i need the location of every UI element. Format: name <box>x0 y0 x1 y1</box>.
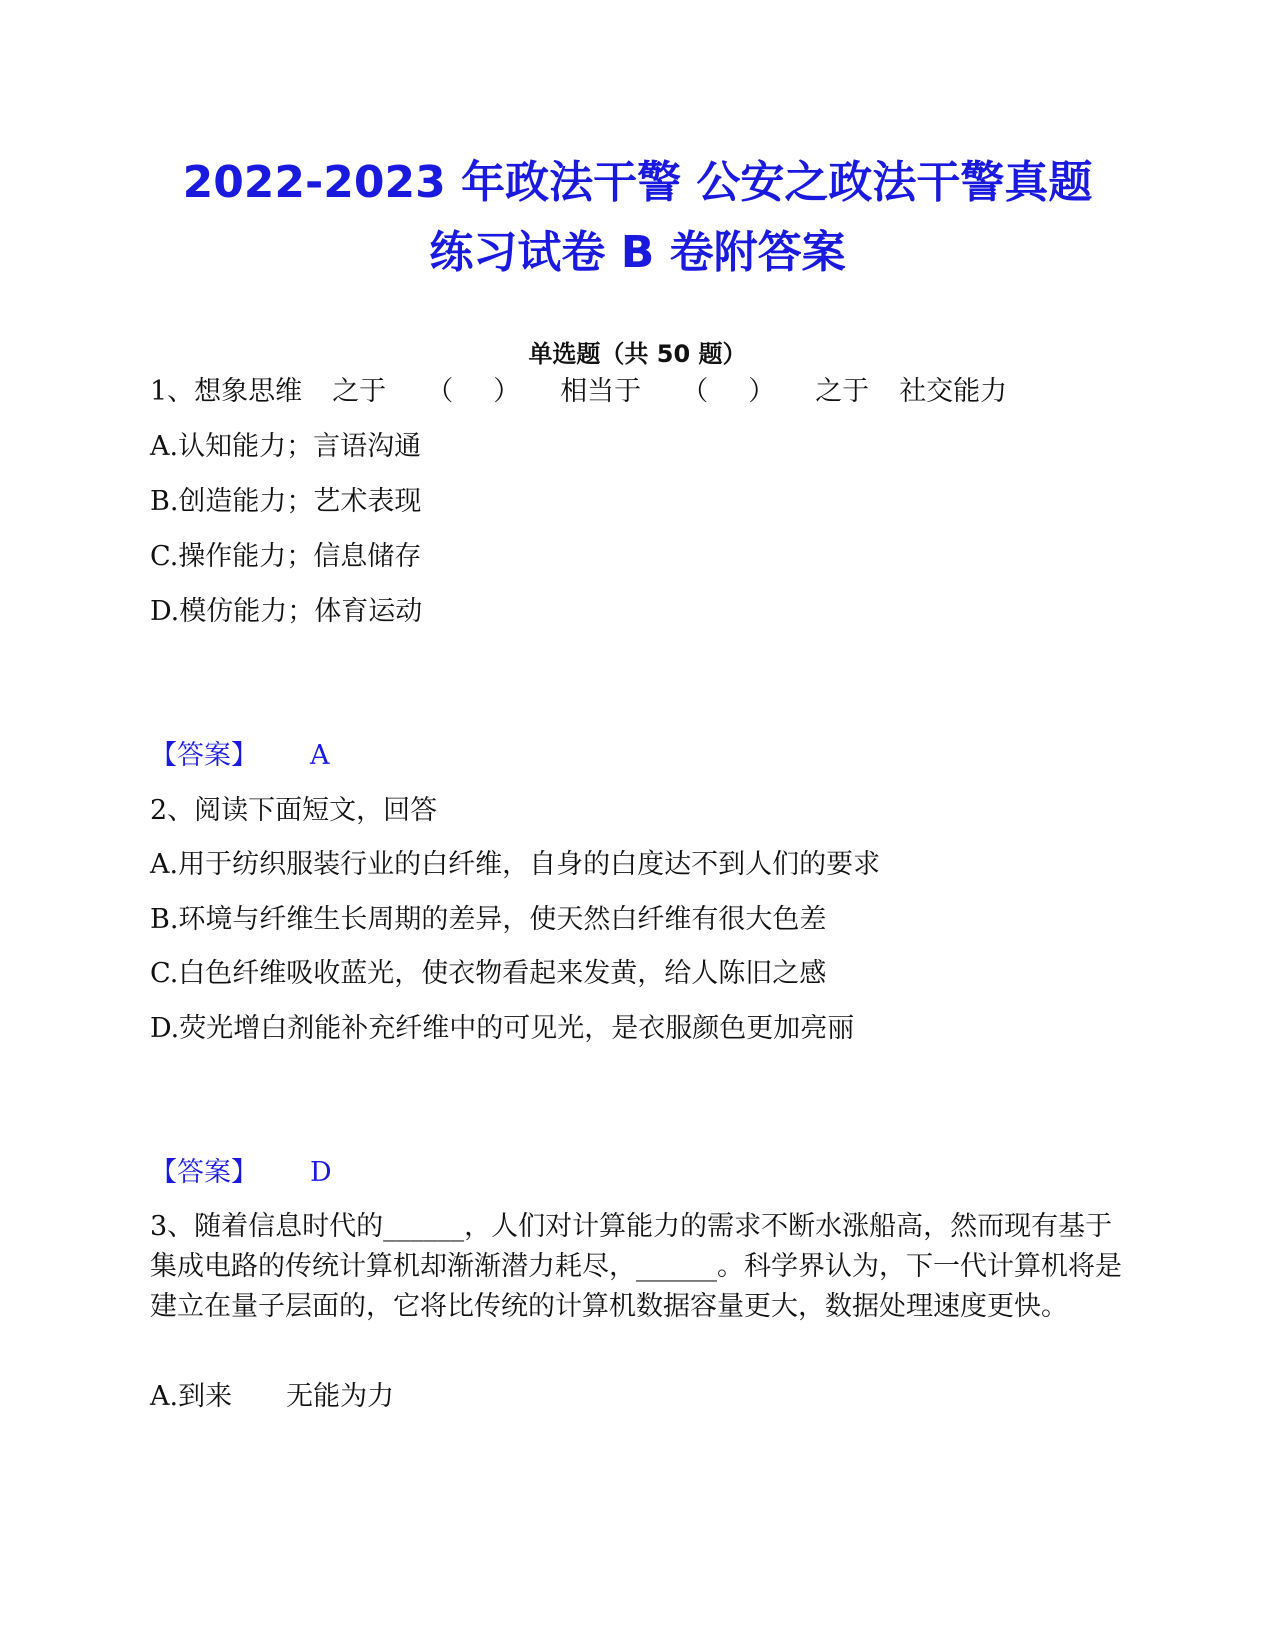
answer-label: 【答案】 <box>150 1157 258 1188</box>
document-title <box>120 148 1155 288</box>
stem-part: （ <box>681 376 709 407</box>
question-2-answer <box>150 1155 332 1191</box>
stem-part: 之于 <box>332 376 387 407</box>
stem-part: 相当于 <box>560 376 642 407</box>
question-1-option-a: A.认知能力；言语沟通 <box>150 431 422 462</box>
question-1-option-b: B.创造能力；艺术表现 <box>150 486 422 517</box>
stem-part: 社交能力 <box>899 376 1008 407</box>
stem-part: ） <box>493 376 521 407</box>
question-1-stem <box>150 374 1007 410</box>
title-line-2: 练习试卷 B 卷附答案 <box>429 227 846 278</box>
question-3-option-a: A.到来 无能为力 <box>150 1381 395 1412</box>
section-heading: 单选题（共 50 题） <box>528 340 747 368</box>
question-1-option-c: C.操作能力；信息储存 <box>150 541 422 572</box>
stem-part: 1、想象思维 <box>150 376 303 407</box>
answer-value: D <box>310 1157 332 1188</box>
question-1-option-d: D.模仿能力；体育运动 <box>150 596 423 627</box>
stem-part: （ <box>426 376 454 407</box>
question-2-stem: 2、阅读下面短文，回答 <box>150 795 438 826</box>
question-2-option-a: A.用于纺织服装行业的白纤维，自身的白度达不到人们的要求 <box>150 849 881 880</box>
question-2-option-b: B.环境与纤维生长周期的差异，使天然白纤维有很大色差 <box>150 904 827 935</box>
question-3-stem: 3、随着信息时代的______，人们对计算能力的需求不断水涨船高，然而现有基于集成电路的传统计算机却渐渐潜力耗尽，______。科学界认为，下一代计算机将是建立在量子层面的，它将比传统的计算机数据容量更大，数据处理速度更快。 <box>150 1211 1122 1322</box>
answer-value: A <box>310 740 330 771</box>
answer-label: 【答案】 <box>150 740 258 771</box>
stem-part: 之于 <box>815 376 870 407</box>
question-1-answer <box>150 738 330 774</box>
title-line-1: 2022-2023 年政法干警 公安之政法干警真题 <box>182 157 1093 208</box>
stem-part: ） <box>748 376 776 407</box>
question-2-option-d: D.荧光增白剂能补充纤维中的可见光，是衣服颜色更加亮丽 <box>150 1013 855 1044</box>
question-2-option-c: C.白色纤维吸收蓝光，使衣物看起来发黄，给人陈旧之感 <box>150 958 827 989</box>
